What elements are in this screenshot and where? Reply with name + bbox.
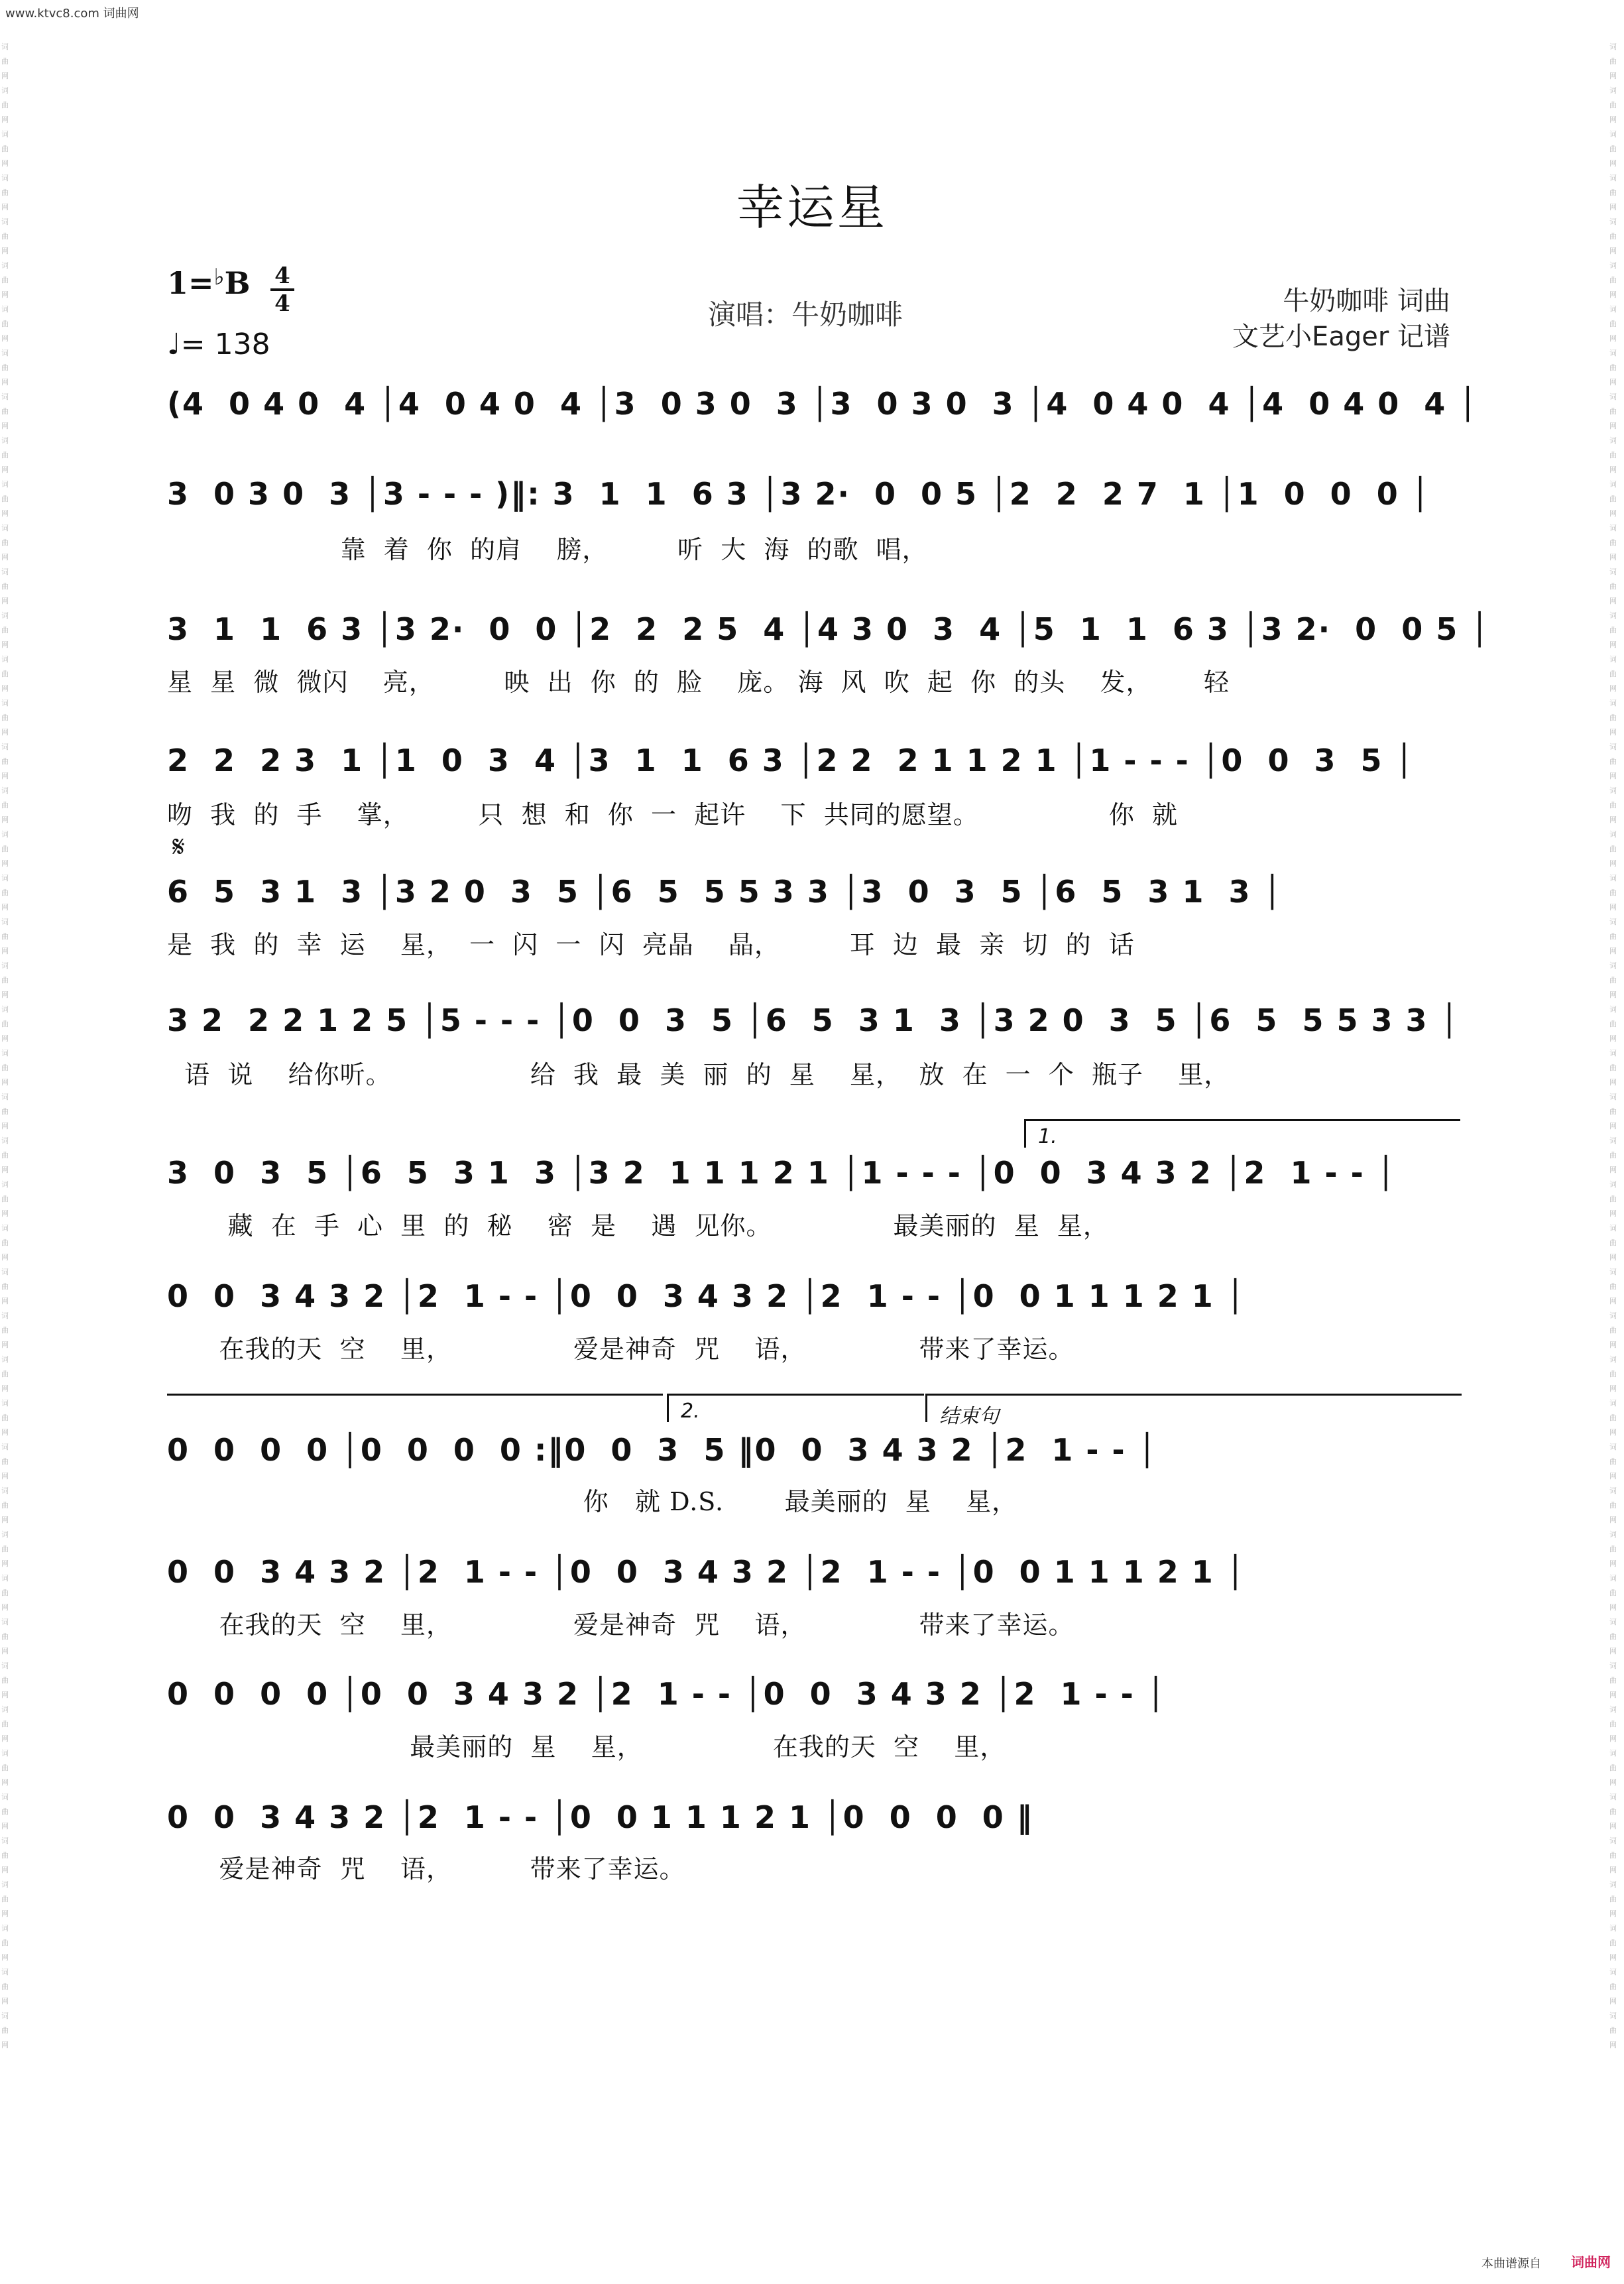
lyric-line: 你 就 D.S. 最美丽的 星 星， <box>167 1487 1018 1516</box>
footer-site-logo: 词曲网 <box>1571 2254 1611 2270</box>
lyric-line: 在我的天 空 里， 爱是神奇 咒 语， 带来了幸运。 <box>167 1335 1074 1364</box>
footer-source-text: 本曲谱源自 <box>1481 2257 1541 2271</box>
tempo-marking <box>167 328 270 361</box>
notation-row: 3 2 2 2 1 2 5 │5 - - - │0 0 3 5 │6 5 3 1 3 │3 2 0 3 5 │6 5 5 5 3 3 │ <box>167 1002 1460 1038</box>
lyric-line: 星 星 微 微闪 亮， 映 出 你 的 脸 庞。 海 风 吹 起 你 的头 发， 轻 <box>167 668 1230 697</box>
notation-row: (4 0 4 0 4 │4 0 4 0 4 │3 0 3 0 3 │3 0 3 0 3 │4 0 4 0 4 │4 0 4 0 4 │ <box>167 386 1479 422</box>
time-signature <box>270 264 294 316</box>
composer-credit: 牛奶咖啡 词曲 <box>1283 286 1450 316</box>
notation-row: 6 5 3 1 3 │3 2 0 3 5 │6 5 5 5 3 3 │3 0 3 5 │6 5 3 1 3 │ <box>167 874 1283 910</box>
notation-row: 0 0 0 0 │0 0 0 0 :‖0 0 3 5 ‖0 0 3 4 3 2 │2 1 - - │ <box>167 1432 1158 1468</box>
volta-first-ending <box>1024 1119 1460 1148</box>
time-denominator: 4 <box>274 290 290 317</box>
volta-second-ending <box>667 1394 924 1422</box>
flat-icon: ♭ <box>213 264 225 290</box>
notation-row: 3 0 3 5 │6 5 3 1 3 │3 2 1 1 1 2 1 │1 - - - │0 0 3 4 3 2 │2 1 - - │ <box>167 1155 1397 1191</box>
lyric-line: 最美丽的 星 星， 在我的天 空 里， <box>167 1732 1006 1762</box>
performer-credit: 演唱：牛奶咖啡 <box>708 298 903 331</box>
lyric-line: 靠 着 你 的肩 膀， 听 大 海 的歌 唱， <box>167 535 928 564</box>
volta-2-label: 2. <box>681 1400 700 1423</box>
lyric-line: 语 说 给你听。 给 我 最 美 丽 的 星 星， 放 在 一 个 瓶子 里， <box>167 1060 1230 1089</box>
notation-row: 3 0 3 0 3 │3 - - - )‖: 3 1 1 6 3 │3 2· 0 0 5 │2 2 2 7 1 │1 0 0 0 │ <box>167 476 1431 512</box>
notation-row: 0 0 3 4 3 2 │2 1 - - │0 0 3 4 3 2 │2 1 - - │0 0 1 1 1 2 1 │ <box>167 1554 1246 1590</box>
right-edge-watermark: 词曲网词曲网词曲网词曲网词曲网词曲网词曲网词曲网词曲网词曲网词曲网词曲网词曲网词曲网词曲网词曲网词曲网词曲网词曲网词曲网词曲网词曲网词曲网词曲网词曲网词曲网词曲网词曲网词曲网词曲网词曲网词曲网词曲网词曲网词曲网词曲网词曲网词曲网词曲网词曲网词曲网词曲网词曲网词曲网词曲网词曲网 <box>1609 42 1617 2049</box>
lyric-line: 爱是神奇 咒 语， 带来了幸运。 <box>167 1854 685 1884</box>
key-letter: B <box>224 265 251 301</box>
song-title: 幸运星 <box>736 180 888 235</box>
lyric-line: 是 我 的 幸 运 星， 一 闪 一 闪 亮晶 晶， 耳 边 最 亲 切 的 话 <box>167 930 1135 959</box>
lyric-line: 藏 在 手 心 里 的 秘 密 是 遇 见你。 最美丽的 星 星， <box>167 1211 1109 1240</box>
lyric-line: 在我的天 空 里， 爱是神奇 咒 语， 带来了幸运。 <box>167 1610 1074 1640</box>
notation-row: 0 0 3 4 3 2 │2 1 - - │0 0 3 4 3 2 │2 1 - - │0 0 1 1 1 2 1 │ <box>167 1278 1246 1314</box>
site-watermark: www.ktvc8.com 词曲网 <box>5 7 139 21</box>
coda-label: 结束句 <box>939 1405 999 1428</box>
left-edge-watermark: 词曲网词曲网词曲网词曲网词曲网词曲网词曲网词曲网词曲网词曲网词曲网词曲网词曲网词曲网词曲网词曲网词曲网词曲网词曲网词曲网词曲网词曲网词曲网词曲网词曲网词曲网词曲网词曲网词曲网词曲网词曲网词曲网词曲网词曲网词曲网词曲网词曲网词曲网词曲网词曲网词曲网词曲网词曲网词曲网词曲网词曲网 <box>1 42 9 2049</box>
notation-row: 2 2 2 3 1 │1 0 3 4 │3 1 1 6 3 │2 2 2 1 1 2 1 │1 - - - │0 0 3 5 │ <box>167 743 1415 778</box>
tempo-value: = 138 <box>180 328 270 361</box>
notation-row: 3 1 1 6 3 │3 2· 0 0 │2 2 2 5 4 │4 3 0 3 4 │5 1 1 6 3 │3 2· 0 0 5 │ <box>167 611 1490 647</box>
key-prefix: 1= <box>167 265 214 301</box>
notation-row: 0 0 0 0 │0 0 3 4 3 2 │2 1 - - │0 0 3 4 3 2 │2 1 - - │ <box>167 1676 1167 1712</box>
transcriber-credit: 文艺小Eager 记谱 <box>1232 322 1450 352</box>
time-numerator: 4 <box>274 263 290 289</box>
quarter-note-icon: ♩ <box>167 328 181 361</box>
key-signature <box>167 265 251 301</box>
coda-bracket <box>925 1394 1462 1428</box>
volta-first-ending-continuation <box>167 1394 663 1396</box>
notation-row: 0 0 3 4 3 2 │2 1 - - │0 0 1 1 1 2 1 │0 0 0 0 ‖ <box>167 1799 1033 1835</box>
volta-1-label: 1. <box>1038 1125 1057 1148</box>
segno-icon: 𝄋 <box>172 830 185 864</box>
lyric-line: 吻 我 的 手 掌， 只 想 和 你 一 起许 下 共同的愿望。 你 就 <box>167 800 1179 829</box>
